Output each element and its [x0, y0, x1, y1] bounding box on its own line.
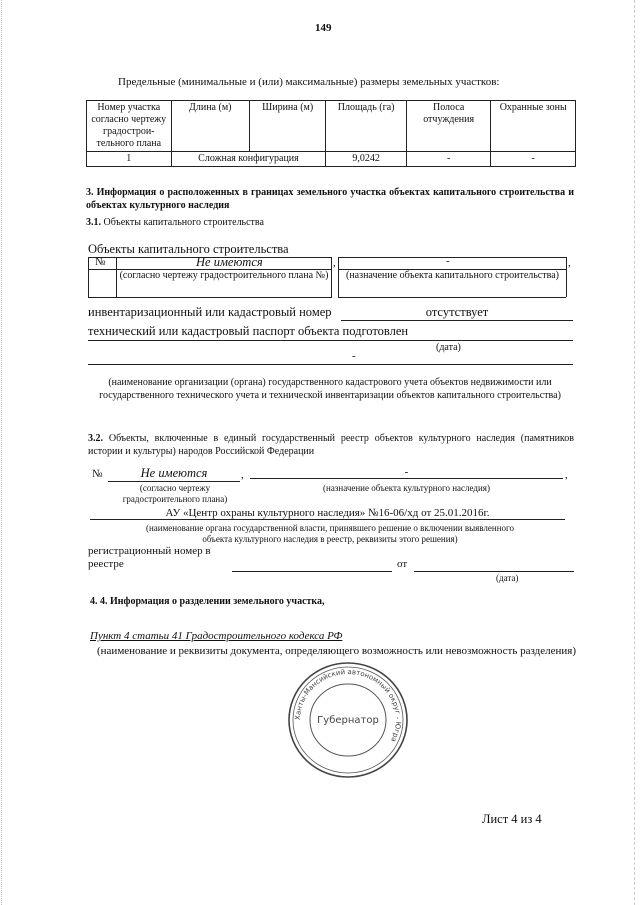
passport-dash: -	[352, 350, 356, 362]
passport-label: технический или кадастровый паспорт объекта подготовлен	[88, 324, 409, 338]
objects-right-border	[331, 257, 332, 297]
table-header-row	[87, 101, 576, 152]
col-header-length: Длина (м)	[171, 101, 249, 152]
col-header-zones: Охранные зоны	[491, 101, 576, 152]
section31-text: Объекты капитального строительства	[103, 217, 264, 228]
cell-number: 1	[87, 152, 172, 167]
section32-paragraph	[88, 432, 574, 458]
col-header-number: Номер участка согласно чертежу градострои-тельного плана	[87, 101, 172, 152]
objects-comma: ,	[333, 257, 336, 269]
objects-bottom-rule	[88, 297, 332, 298]
stamp-ring-text: Ханты-Мансийский автономный округ - Югра	[293, 667, 403, 744]
heritage-no-sign: №	[92, 468, 103, 480]
objects-caption-purpose: (назначение объекта капитального строительства)	[346, 270, 559, 281]
col-header-strip: Полоса отчуждения	[406, 101, 491, 152]
objects-not-present: Не имеются	[196, 255, 263, 269]
heritage-caption-purpose: (назначение объекта культурного наследия)	[323, 483, 490, 493]
section32-text: Объекты, включенные в единый государственный реестр объектов культурного наследия (памятников истории и культуры) народов Российской Федерации	[88, 433, 575, 457]
size-table	[86, 100, 576, 167]
purpose-top-rule	[338, 257, 566, 258]
section31-heading	[86, 217, 264, 228]
heritage-comma: ,	[241, 469, 244, 481]
scan-edge-right	[634, 0, 637, 905]
section4-title: 4. 4. Информация о разделении земельного участка,	[90, 596, 325, 607]
reg-label-2: реестре	[88, 558, 124, 570]
authority-value: АУ «Центр охраны культурного наследия» №16-06/хд от 25.01.2016г.	[90, 507, 565, 520]
heritage-dash: -	[250, 466, 563, 479]
reg-from-label: от	[397, 558, 408, 570]
purpose-dash: -	[446, 255, 450, 267]
cell-zones: -	[491, 152, 576, 167]
inventory-label: инвентаризационный или кадастровый номер	[88, 305, 332, 319]
heritage-caption-drawing: (согласно чертежу градостроительного плана)	[122, 483, 228, 504]
stamp-center-text: Губернатор	[317, 715, 379, 726]
cell-area: 9,0242	[326, 152, 406, 167]
passport-date-caption: (дата)	[436, 342, 461, 353]
page-number: 149	[315, 22, 332, 34]
section4-doc-caption: (наименование и реквизиты документа, определяющего возможность или невозможность разделения)	[97, 645, 576, 657]
section3-title: 3. Информация о расположенных в границах земельного участка объектах капитального строительства и объектах культурного наследия	[86, 187, 574, 211]
org-caption: (наименование организации (органа) государственного кадастрового учета объектов недвижимости или государственного технического учета и технической инвентаризации объектов капитального строительства)	[99, 377, 561, 401]
sheet-number: Лист 4 из 4	[482, 812, 542, 826]
col-header-width: Ширина (м)	[249, 101, 325, 152]
col-header-area: Площадь (га)	[326, 101, 406, 152]
cell-strip: -	[406, 152, 491, 167]
objects-caption-drawing: (согласно чертежу градостроительного плана №)	[119, 270, 329, 281]
section4-doc-link: Пункт 4 статьи 41 Градостроительного кодекса РФ	[90, 630, 343, 642]
reg-date-caption: (дата)	[496, 573, 519, 583]
reg-number-rule	[232, 571, 392, 572]
heritage-end-comma: ,	[565, 469, 568, 481]
governor-stamp	[286, 660, 410, 780]
purpose-right-border	[566, 257, 567, 297]
cell-config: Сложная конфигурация	[171, 152, 326, 167]
purpose-comma: ,	[568, 257, 571, 269]
authority-caption: (наименование органа государственной власти, принявшего решение о включении выявленного объекта культурного наследия в реестр, реквизиты этого решения)	[145, 523, 515, 544]
reg-date-rule	[414, 571, 574, 572]
section32-label: 3.2.	[88, 433, 103, 444]
objects-label: Объекты капитального строительства	[88, 242, 289, 256]
table-row	[87, 152, 576, 167]
section31-label: 3.1.	[86, 217, 101, 228]
scan-edge-left	[1, 0, 4, 905]
org-rule	[88, 364, 573, 365]
size-heading: Предельные (минимальные и (или) максимальные) размеры земельных участков:	[118, 76, 500, 88]
reg-label-1: регистрационный номер в	[88, 545, 211, 557]
objects-no-sign: №	[95, 256, 106, 268]
inventory-value: отсутствует	[341, 305, 573, 321]
passport-rule	[88, 340, 573, 341]
heritage-not-present: Не имеются	[108, 466, 240, 482]
objects-left-border	[88, 257, 89, 297]
purpose-bottom-rule	[338, 297, 566, 298]
purpose-left-border	[338, 257, 339, 297]
